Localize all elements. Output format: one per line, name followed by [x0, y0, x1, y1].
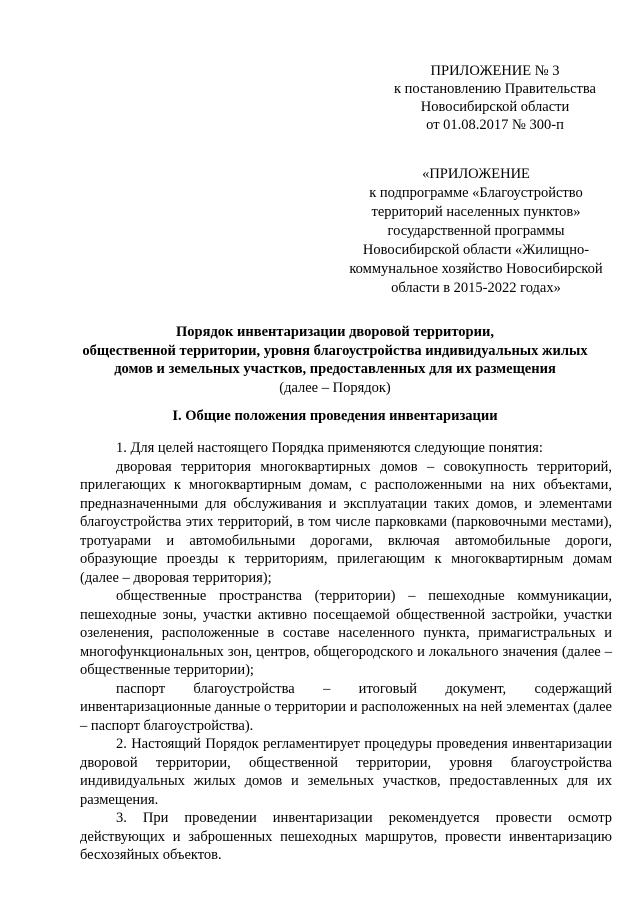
- attachment-line-4: от 01.08.2017 № 300-п: [426, 117, 564, 133]
- paragraph: общественные пространства (территории) – пешеходные коммуникации, пешеходные зоны, участки активно посещаемой общественной застройки, участки озеленения, расположенные в составе населенного пункта, примагистральных и многофункциональных зон, центров, общегородского и локального значения (далее – общественные территории);: [80, 588, 612, 678]
- appendix-line-4: государственной программы: [387, 223, 565, 239]
- appendix-line-7: области в 2015-2022 годах»: [391, 280, 561, 296]
- attachment-line-2: к постановлению Правительства: [394, 81, 596, 97]
- paragraph: 3. При проведении инвентаризации рекомендуется провести осмотр действующих и заброшенных пешеходных маршрутов, провести инвентаризацию бесхозяйных объектов.: [80, 810, 612, 863]
- appendix-line-6: коммунальное хозяйство Новосибирской: [349, 261, 603, 277]
- appendix-line-1: «ПРИЛОЖЕНИЕ: [422, 166, 530, 182]
- paragraph: 2. Настоящий Порядок регламентирует процедуры проведения инвентаризации дворовой территории, общественной территории, уровня благоустройства индивидуальных жилых домов и земельных участков, предоставленных для их размещения.: [80, 736, 612, 808]
- appendix-header: [330, 165, 622, 298]
- title-line-3: домов и земельных участков, предоставленных для их размещения: [114, 361, 556, 377]
- document-body: [80, 439, 612, 865]
- section-heading: I. Общие положения проведения инвентаризации: [172, 408, 498, 424]
- appendix-line-5: Новосибирской области «Жилищно-: [362, 242, 590, 258]
- title-line-1: Порядок инвентаризации дворовой территории,: [176, 324, 494, 340]
- attachment-line-3: Новосибирской области: [420, 99, 570, 115]
- appendix-line-2: к подпрограмме «Благоустройство: [369, 185, 583, 201]
- paragraph: 1. Для целей настоящего Порядка применяются следующие понятия:: [116, 440, 543, 456]
- attachment-header: [370, 62, 620, 134]
- attachment-line-1: ПРИЛОЖЕНИЕ № 3: [430, 63, 560, 79]
- paragraph: дворовая территория многоквартирных домов – совокупность территорий, прилегающих к многоквартирным домам, с расположенными на них объектами, предназначенными для обслуживания и эксплуатации таких домов, и элементами благоустройства этих территорий, в том числе парковками (парковочными местами), тротуарами и автомобильными дорогами, включая автомобильные дороги, образующие проезды к территориям, прилегающим к многоквартирным домам (далее – дворовая территория);: [80, 458, 612, 586]
- title-line-4: (далее – Порядок): [279, 379, 391, 396]
- appendix-line-3: территорий населенных пунктов»: [371, 204, 581, 220]
- title-line-2: общественной территории, уровня благоустройства индивидуальных жилых: [82, 342, 588, 359]
- paragraph: паспорт благоустройства – итоговый документ, содержащий инвентаризационные данные о территории и расположенных на ней элементах (далее – паспорт благоустройства).: [80, 680, 612, 734]
- document-title: [50, 323, 620, 397]
